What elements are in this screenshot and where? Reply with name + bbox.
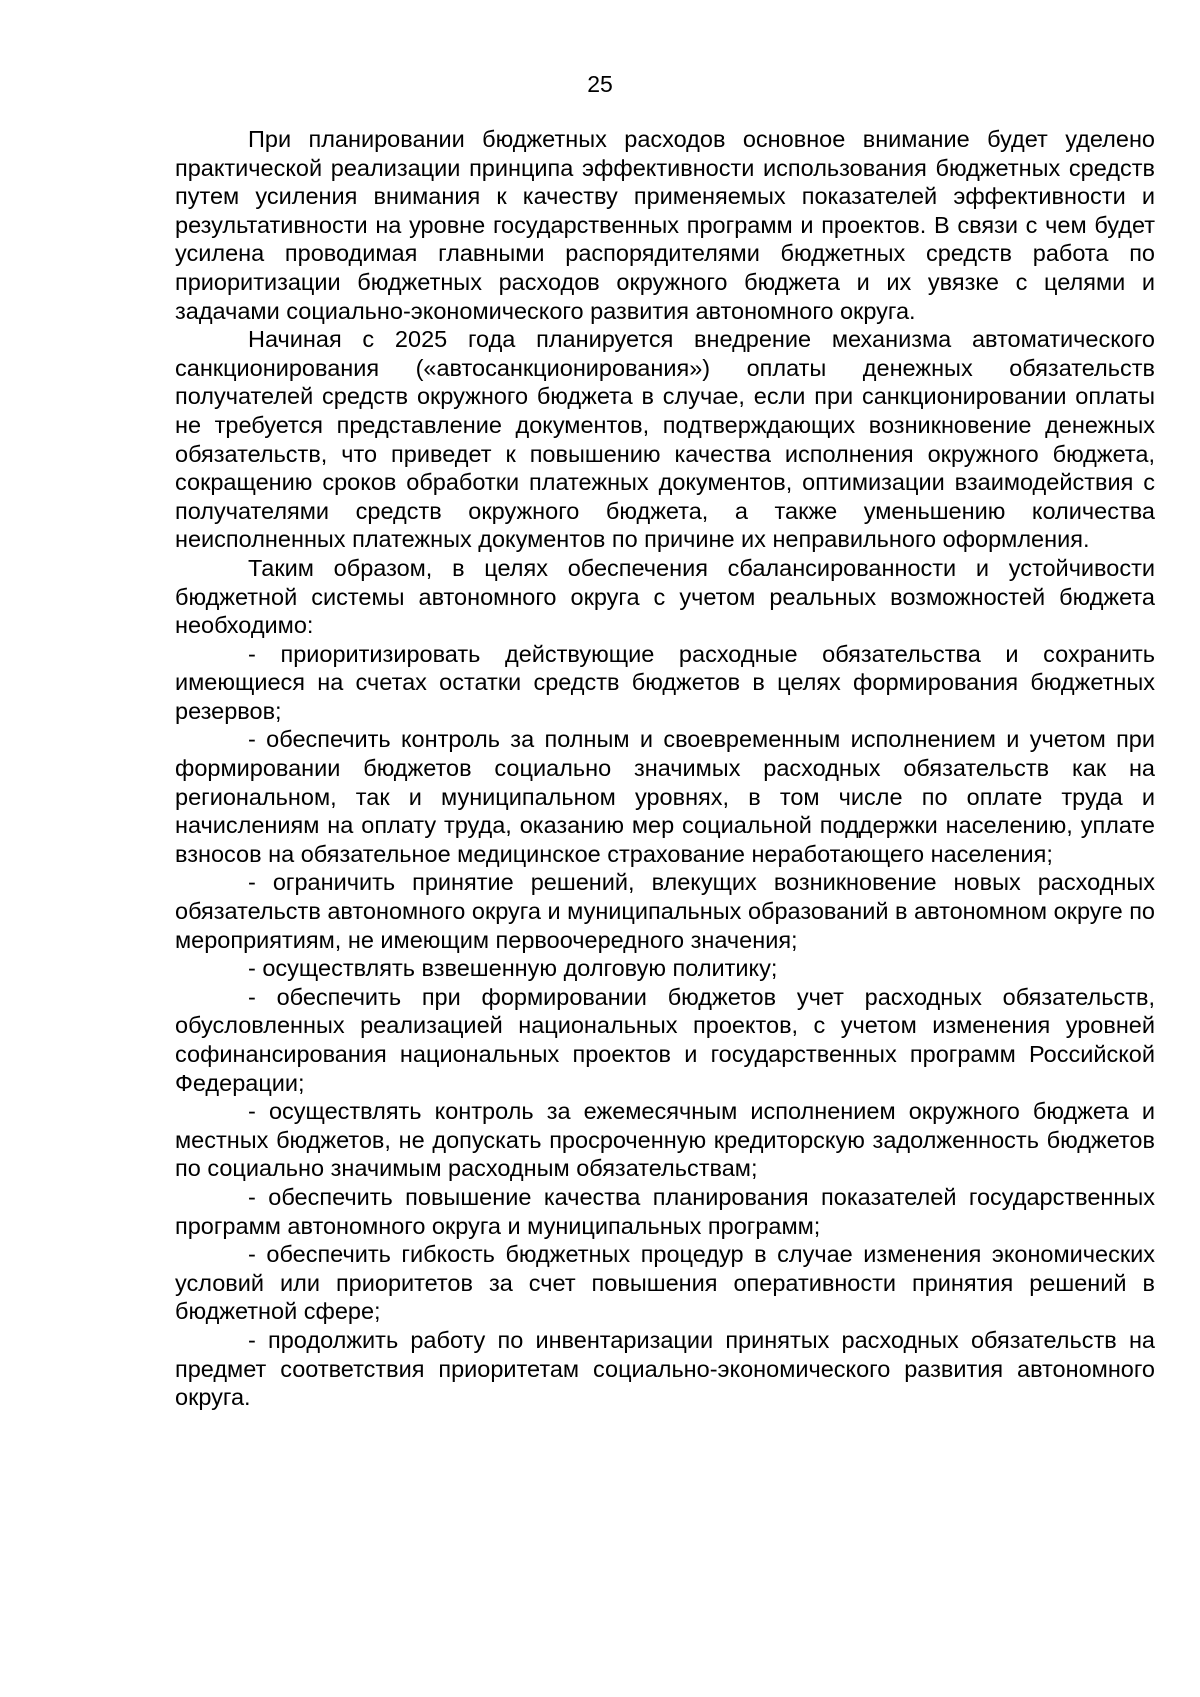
paragraph-conclusion-intro: Таким образом, в целях обеспечения сбалансированности и устойчивости бюджетной системы автономного округа с учетом реальных возможностей бюджета необходимо: [175,554,1155,639]
list-item: - ограничить принятие решений, влекущих возникновение новых расходных обязательств автономного округа и муниципальных образований в автономном округе по мероприятиям, не имеющим первоочередного значения; [175,869,1155,953]
list-item: - приоритизировать действующие расходные обязательства и сохранить имеющиеся на счетах остатки средств бюджетов в целях формирования бюджетных резервов; [175,640,1155,724]
list-item: - обеспечить повышение качества планирования показателей государственных программ автономного округа и муниципальных программ; [175,1183,1155,1239]
list-item: - обеспечить гибкость бюджетных процедур в случае изменения экономических условий или приоритетов за счет повышения оперативности принятия решений в бюджетной сфере; [175,1241,1155,1325]
paragraph-autosanctioning: Начиная с 2025 года планируется внедрение механизма автоматического санкционирования («автосанкционирования») оплаты денежных обязательств получателей средств окружного бюджета в случае, если при санкционировании оплаты не требуется представление документов, подтверждающих возникновение денежных обязательств, что приведет к повышению качества исполнения окружного бюджета, сокращению сроков обработки платежных документов, оптимизации взаимодействия с получателями средств окружного бюджета, а также уменьшению количества неисполненных платежных документов по причине их неправильного оформления. [175,326,1155,553]
page-number: 25 [587,71,613,97]
list-item: - осуществлять контроль за ежемесячным исполнением окружного бюджета и местных бюджетов, не допускать просроченную кредиторскую задолженность бюджетов по социально значимым расходным обязательствам; [175,1098,1155,1182]
list-item: - обеспечить контроль за полным и своевременным исполнением и учетом при формировании бюджетов социально значимых расходных обязательств как на региональном, так и муниципальном уровнях, в том числе по оплате труда и начислениям на оплату труда, оказанию мер социальной поддержки населению, уплате взносов на обязательное медицинское страхование неработающего населения; [175,726,1155,867]
paragraph-budget-planning: При планировании бюджетных расходов основное внимание будет уделено практической реализации принципа эффективности использования бюджетных средств путем усиления внимания к качеству применяемых показателей эффективности и результативности на уровне государственных программ и проектов. В связи с чем будет усилена проводимая главными распорядителями бюджетных средств работа по приоритизации бюджетных расходов окружного бюджета и их увязке с целями и задачами социально-экономического развития автономного округа. [175,126,1155,324]
document-body [175,125,1155,1412]
list-item: - продолжить работу по инвентаризации принятых расходных обязательств на предмет соответствия приоритетам социально-экономического развития автономного округа. [175,1326,1155,1411]
list-item: - обеспечить при формировании бюджетов учет расходных обязательств, обусловленных реализацией национальных проектов, с учетом изменения уровней софинансирования национальных проектов и государственных программ Российской Федерации; [175,983,1155,1096]
list-item: - осуществлять взвешенную долговую политику; [248,955,778,982]
